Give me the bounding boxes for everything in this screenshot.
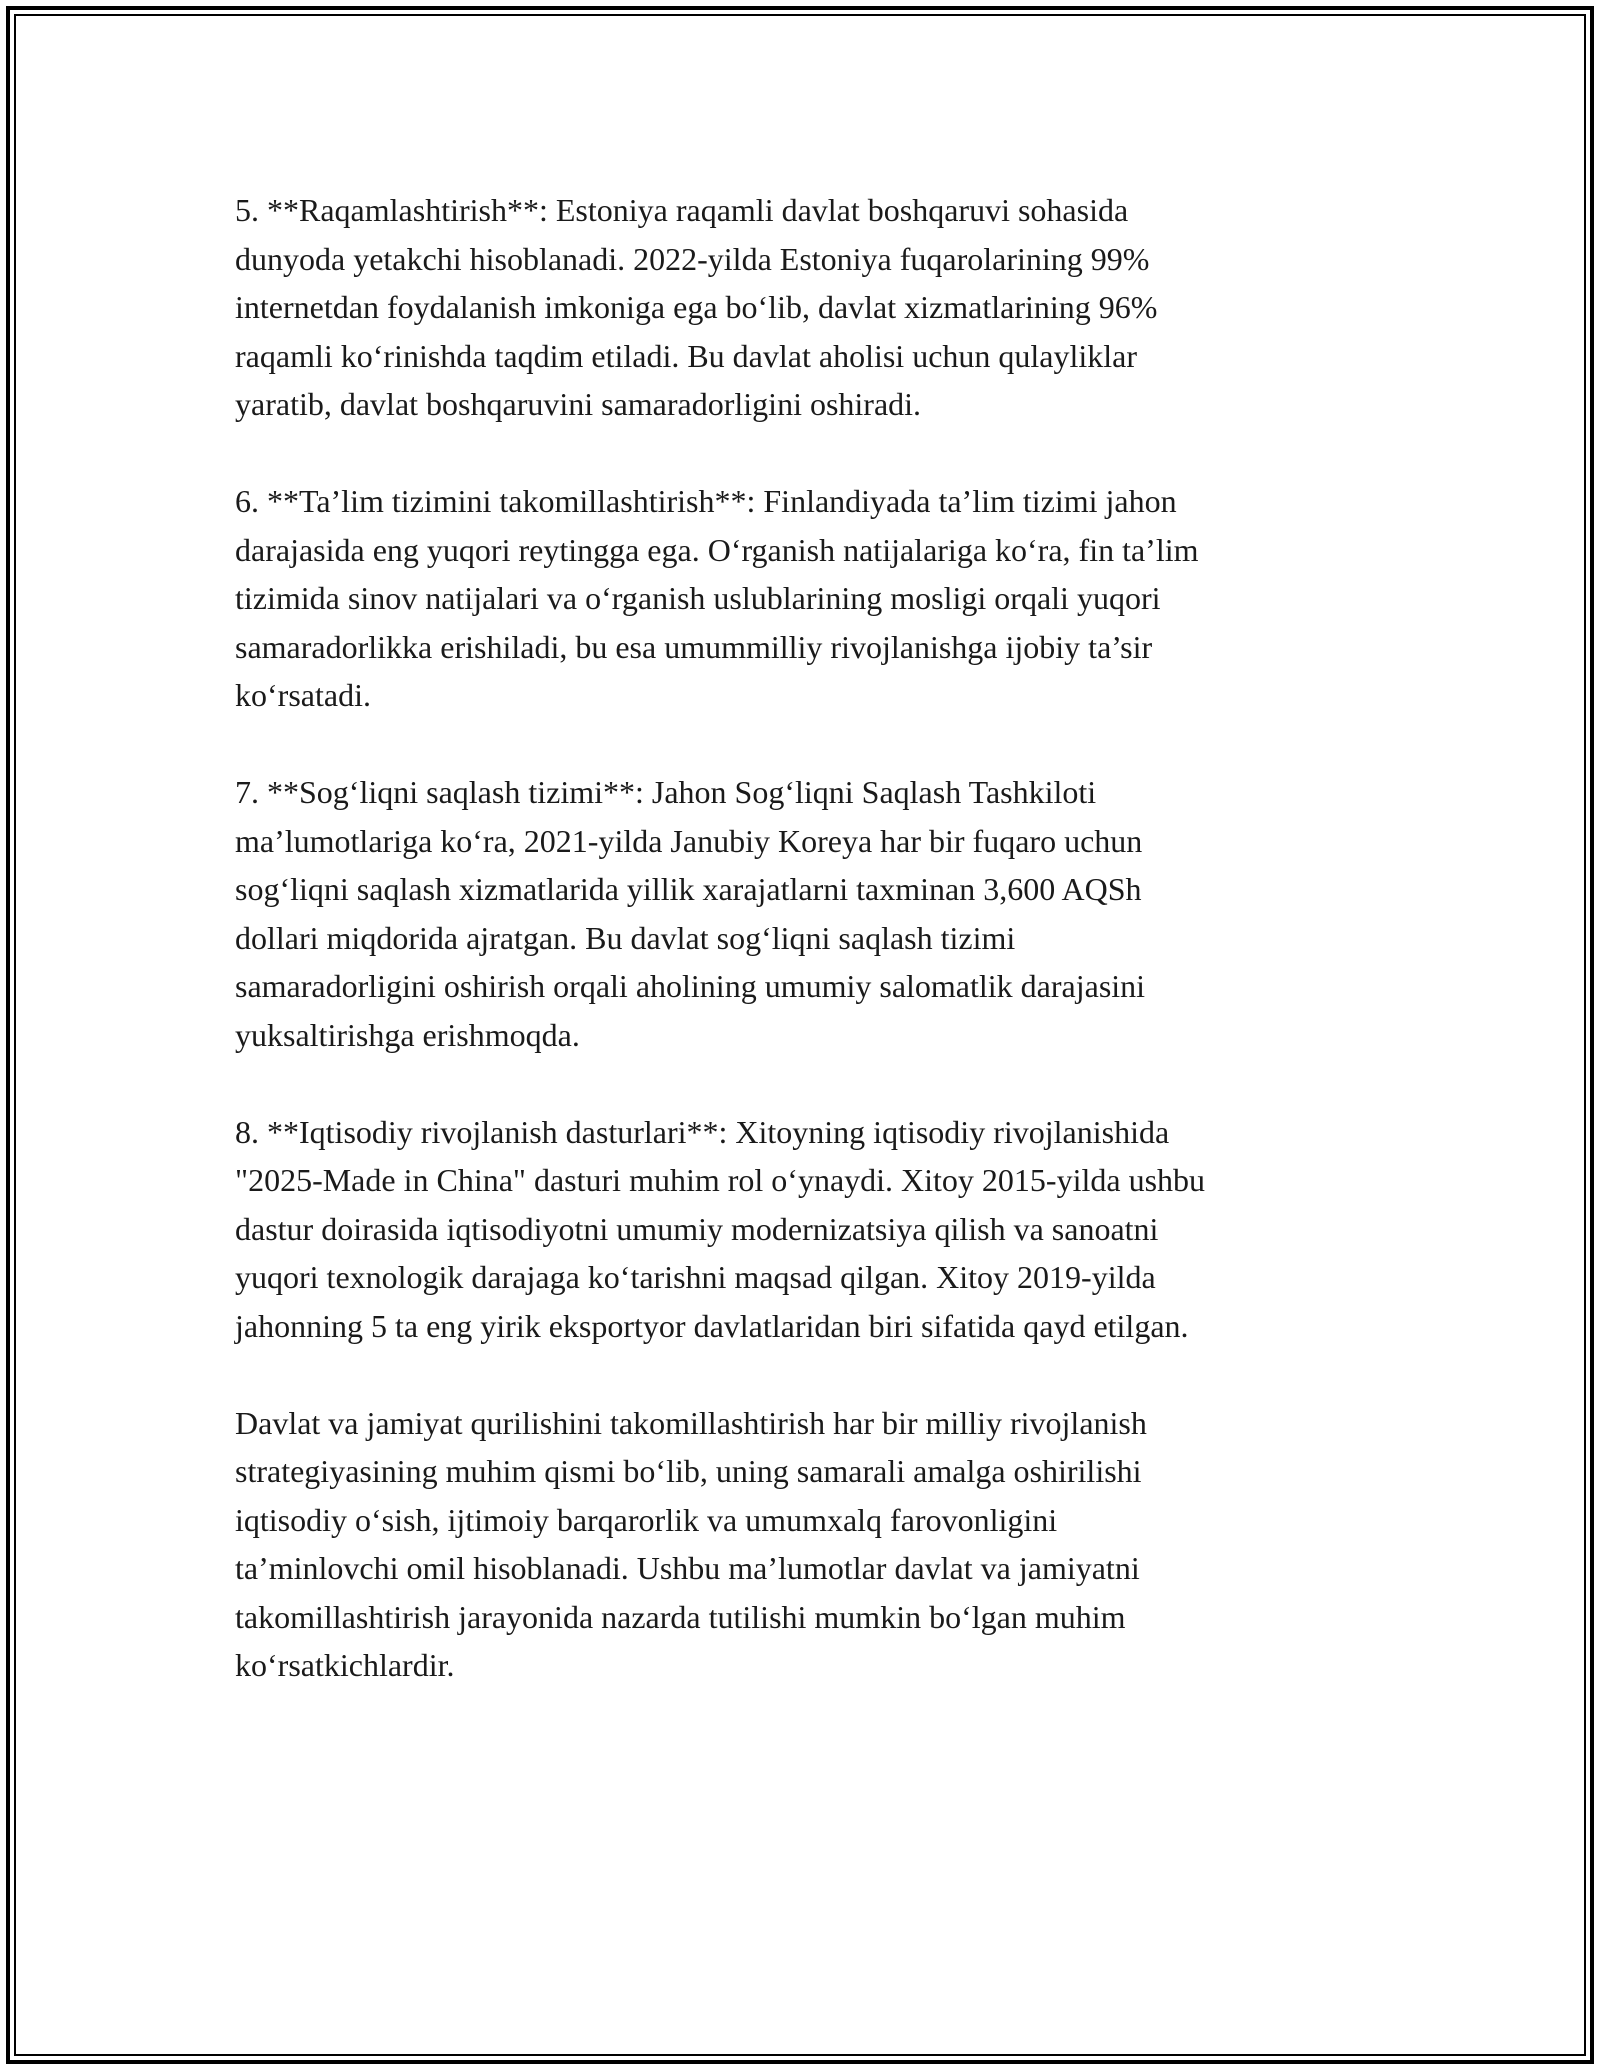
paragraph-raqamlashtirish: 5. **Raqamlashtirish**: Estoniya raqamli davlat boshqaruvi sohasida dunyoda yetakchi hisoblanadi. 2022-yilda Estoniya fuqarolarining 99% internetdan foydalanish imkoniga ega bo‘lib, davlat xizmatlarining 96% raqamli ko‘rinishda taqdim etiladi. Bu davlat aholisi uchun qulayliklar yaratib, davlat boshqaruvini samaradorligini oshiradi. [235, 192, 1158, 422]
paragraph-sogliqni-saqlash: 7. **Sog‘liqni saqlash tizimi**: Jahon Sog‘liqni Saqlash Tashkiloti ma’lumotlariga ko‘ra, 2021-yilda Janubiy Koreya har bir fuqaro uchun sog‘liqni saqlash xizmatlarida yillik xarajatlarni taxminan 3,600 AQSh dollari miqdorida ajratgan. Bu davlat sog‘liqni saqlash tizimi samaradorligini oshirish orqali aholining umumiy salomatlik darajasini yuksaltirishga erishmoqda. [235, 774, 1146, 1053]
paragraph-talim-tizimi: 6. **Ta’lim tizimini takomillashtirish**: Finlandiyada ta’lim tizimi jahon darajasida eng yuqori reytingga ega. O‘rganish natijalariga ko‘ra, fin ta’lim tizimida sinov natijalari va o‘rganish uslublarining mosligi orqali yuqori samaradorlikka erishiladi, bu esa umummilliy rivojlanishga ijobiy ta’sir ko‘rsatadi. [235, 483, 1199, 713]
paragraph-iqtisodiy-rivojlanish: 8. **Iqtisodiy rivojlanish dasturlari**: Xitoyning iqtisodiy rivojlanishida "2025-Made in China" dasturi muhim rol o‘ynaydi. Xitoy 2015-yilda ushbu dastur doirasida iqtisodiyotni umumiy modernizatsiya qilish va sanoatni yuqori texnologik darajaga ko‘tarishni maqsad qilgan. Xitoy 2019-yilda jahonning 5 ta eng yirik eksportyor davlatlaridan biri sifatida qayd etilgan. [235, 1113, 1206, 1344]
paragraph-conclusion: Davlat va jamiyat qurilishini takomillashtirish har bir milliy rivojlanish strategiyasining muhim qismi bo‘lib, uning samarali amalga oshirilishi iqtisodiy o‘sish, ijtimoiy barqarorlik va umumxalq farovonligini ta’minlovchi omil hisoblanadi. Ushbu ma’lumotlar davlat va jamiyatni takomillashtirish jarayonida nazarda tutilishi mumkin bo‘lgan muhim ko‘rsatkichlardir. [235, 1404, 1147, 1683]
document-body [235, 186, 1375, 1690]
